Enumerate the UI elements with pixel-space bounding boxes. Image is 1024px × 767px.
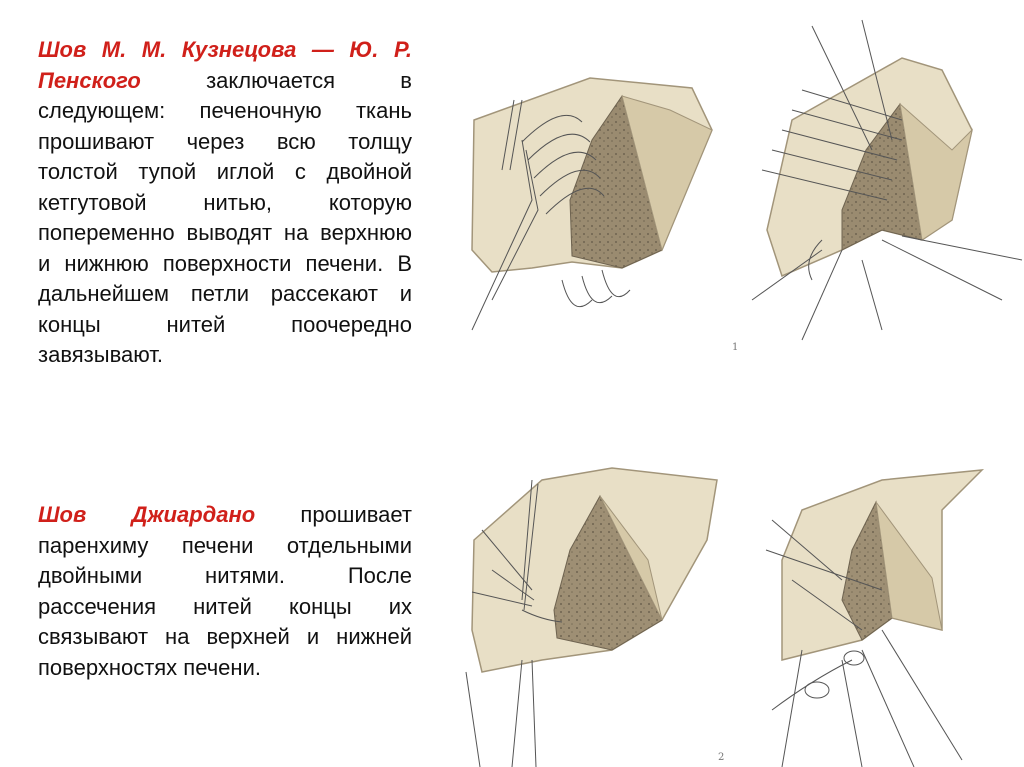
giordano-suture-illustration xyxy=(462,410,1024,767)
liver-wedge-right-top xyxy=(752,20,1022,340)
giordano-suture-paragraph xyxy=(38,500,412,683)
figure-number-top: 1 xyxy=(732,342,739,353)
kuznetsov-suture-description: заключается в следующем: печеночную ткань прошивают через всю толщу толстой тупой иглой с двойной кетгутовой нитью, которую попеременно выводят на верхнюю и нижнюю поверхности печени. В дальнейшем петли рассекают и концы нитей поочередно завязывают. xyxy=(38,67,412,367)
giordano-suture-title: Шов Джиардано xyxy=(38,502,256,527)
kuznetsov-suture-illustration xyxy=(462,0,1024,368)
kuznetsov-suture-title: Шов М. М. Кузнецова — Ю. Р. Пенского xyxy=(38,37,412,93)
liver-wedge-left-top xyxy=(472,78,712,330)
liver-wedge-right-bottom xyxy=(766,470,982,767)
figure-number-bottom: 2 xyxy=(718,752,725,763)
liver-wedge-left-bottom xyxy=(466,468,717,767)
kuznetsov-suture-paragraph xyxy=(38,35,412,371)
giordano-suture-description: прошивает паренхиму печени отдельными двойными нитями. После рассечения нитей концы их связывают на верхней и нижней поверхностях печени. xyxy=(38,502,412,680)
